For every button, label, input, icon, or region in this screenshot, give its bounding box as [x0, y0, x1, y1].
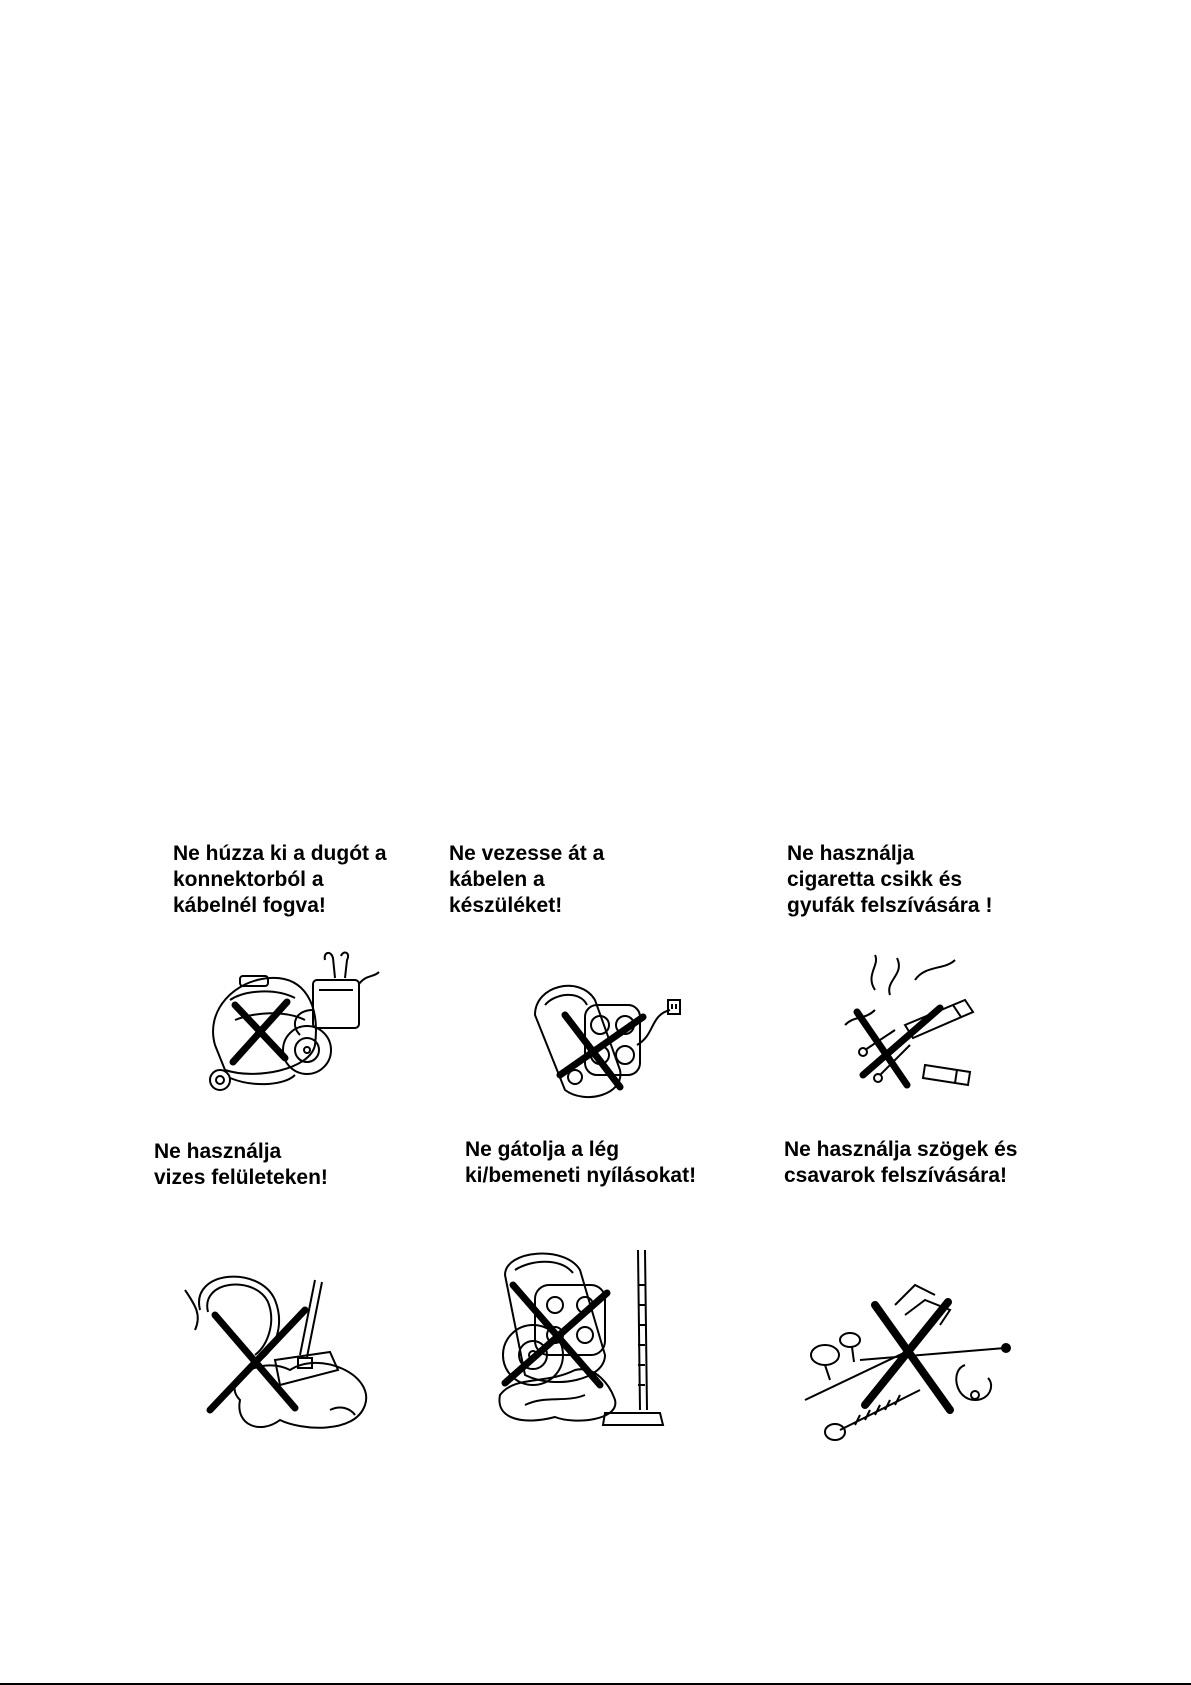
wet-surface-prohibited-icon	[180, 1260, 380, 1440]
caption-line: készüléket!	[449, 894, 563, 917]
caption-line: gyufák felszívására !	[787, 894, 993, 917]
caption-line: kábelnél fogva!	[173, 894, 326, 917]
caption-line: Ne gátolja a lég	[465, 1138, 620, 1161]
warning-caption	[787, 841, 992, 919]
caption-line: Ne húzza ki a dugót a	[173, 842, 387, 865]
vacuum-over-cable-prohibited-icon	[525, 975, 685, 1105]
warning-caption	[449, 841, 604, 919]
caption-line: csavarok felszívására!	[784, 1164, 1007, 1187]
nails-screws-prohibited-icon	[800, 1270, 1015, 1445]
vacuum-unplug-by-cord-prohibited-icon	[195, 950, 380, 1100]
caption-line: konnektorból a	[173, 868, 324, 891]
caption-line: vizes felületeken!	[154, 1166, 328, 1189]
caption-line: ki/bemeneti nyílásokat!	[465, 1164, 697, 1187]
blocked-air-vents-prohibited-icon	[495, 1245, 665, 1435]
caption-line: Ne vezesse át a	[449, 842, 605, 865]
warning-caption	[784, 1137, 1017, 1189]
warning-caption	[465, 1137, 696, 1189]
caption-line: Ne használja szögek és	[784, 1138, 1018, 1161]
warning-caption	[154, 1139, 328, 1191]
cigarette-matches-prohibited-icon	[835, 950, 995, 1100]
warning-caption	[173, 841, 387, 919]
caption-line: kábelen a	[449, 868, 545, 891]
caption-line: cigaretta csikk és	[787, 868, 963, 891]
caption-line: Ne használja	[787, 842, 915, 865]
caption-line: Ne használja	[154, 1140, 282, 1163]
